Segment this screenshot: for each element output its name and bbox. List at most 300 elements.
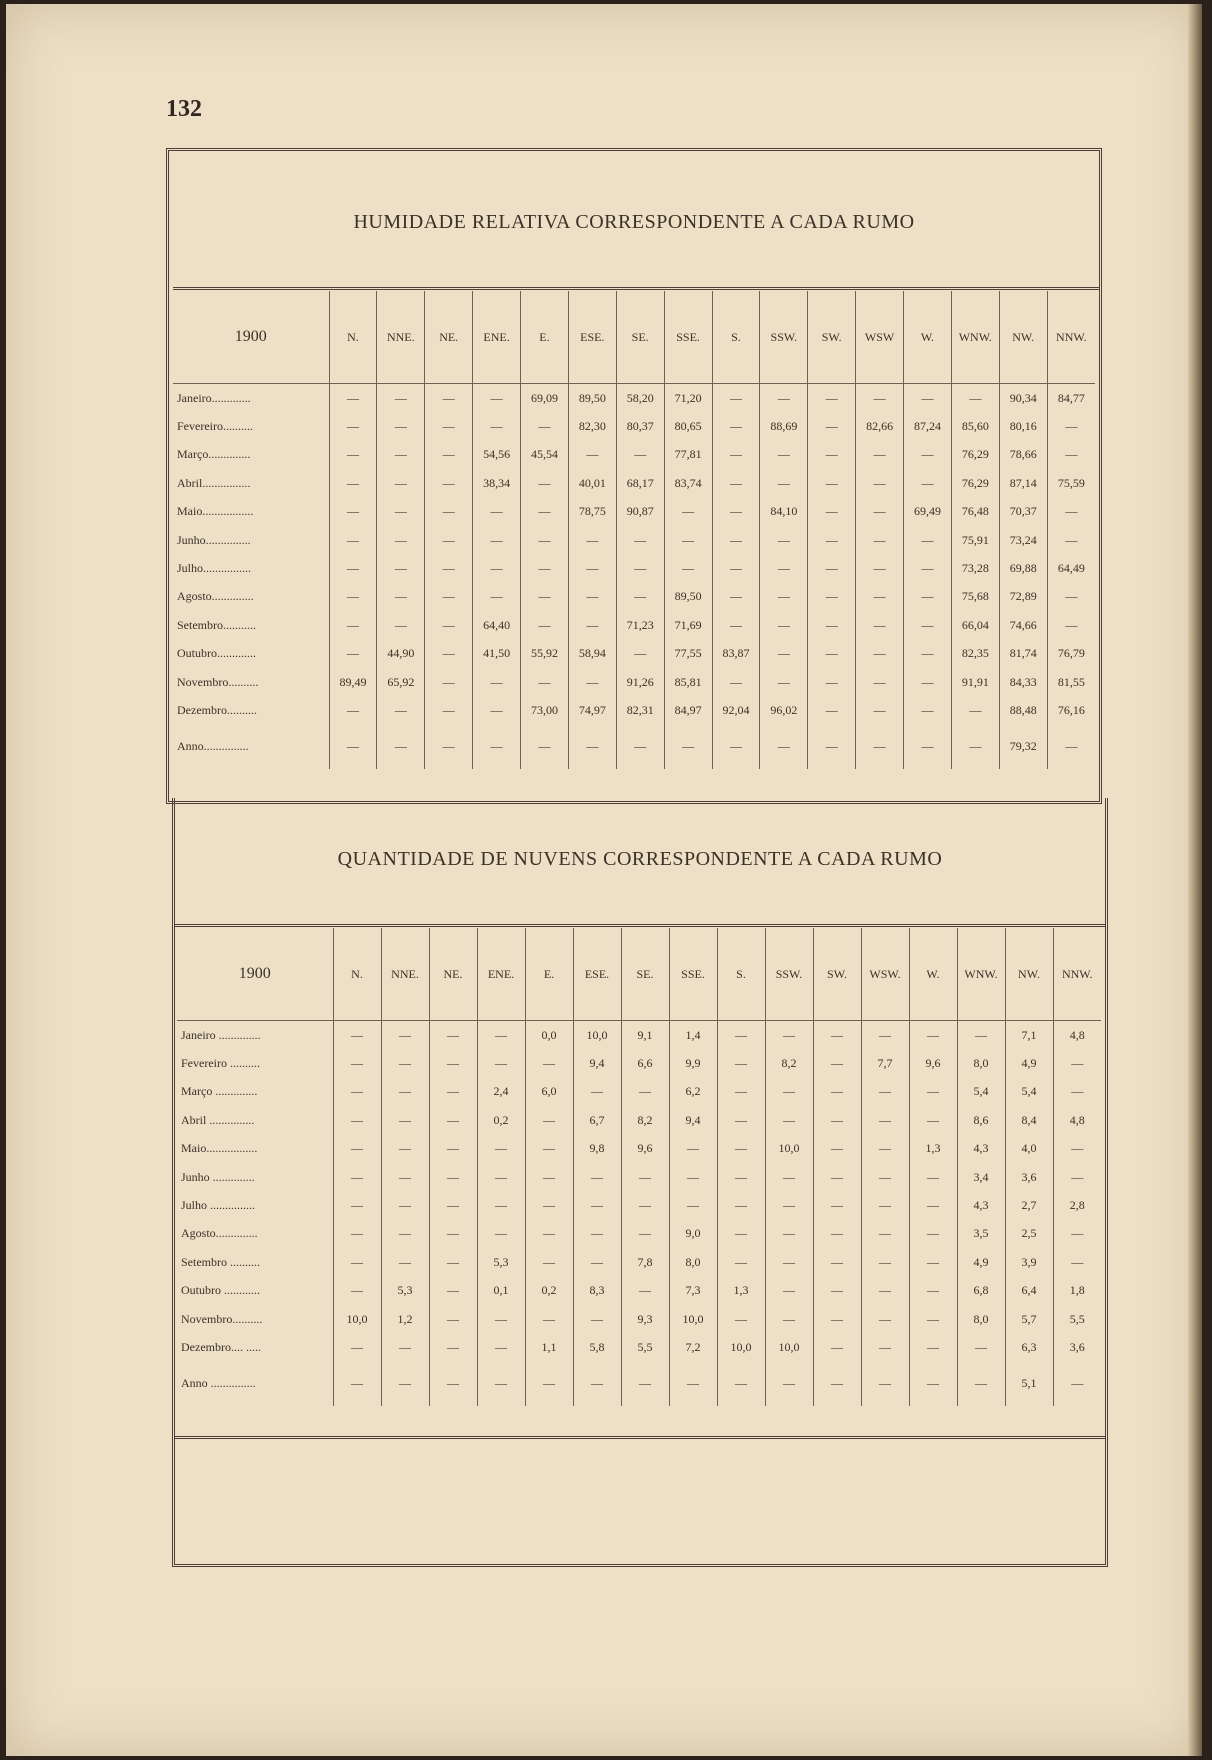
table-cell: 6,7 — [573, 1106, 621, 1134]
table-cell: 1,4 — [669, 1021, 717, 1050]
year-header: 1900 — [173, 291, 329, 384]
table-cell: 10,0 — [765, 1333, 813, 1361]
table-cell: 10,0 — [333, 1305, 381, 1333]
column-header: NNE. — [381, 928, 429, 1021]
table-row — [173, 412, 1095, 440]
table-cell: — — [904, 611, 952, 639]
table-cell: 5,7 — [1005, 1305, 1053, 1333]
row-label: Junho............... — [177, 532, 251, 547]
table-cell: 9,4 — [573, 1049, 621, 1077]
table-cell: — — [329, 469, 377, 497]
table-cell: 10,0 — [669, 1305, 717, 1333]
table-cell: — — [429, 1078, 477, 1106]
table-cell: — — [381, 1106, 429, 1134]
table-cell: — — [904, 668, 952, 696]
table-cell: 73,28 — [951, 554, 999, 582]
table-cell: — — [909, 1106, 957, 1134]
table-cell: — — [425, 526, 473, 554]
table-cell: — — [909, 1220, 957, 1248]
table-cell: — — [377, 412, 425, 440]
table-cell: — — [861, 1021, 909, 1050]
table-row — [177, 1021, 1101, 1050]
table-cell: — — [808, 725, 856, 769]
row-label: Dezembro.... ..... — [181, 1339, 261, 1354]
table-cell: — — [904, 640, 952, 668]
table-cell: — — [717, 1163, 765, 1191]
table-cell: — — [813, 1021, 861, 1050]
table-cell: — — [669, 1135, 717, 1163]
table-cell: — — [813, 1049, 861, 1077]
table-cell: 72,89 — [999, 583, 1047, 611]
table-cell: — — [477, 1163, 525, 1191]
table-cell: 91,26 — [616, 668, 664, 696]
table-cell: — — [521, 412, 569, 440]
table-cell: — — [909, 1078, 957, 1106]
table-cell: 84,33 — [999, 668, 1047, 696]
table-cell: 76,48 — [951, 498, 999, 526]
table-cell: — — [760, 725, 808, 769]
table-cell: — — [429, 1135, 477, 1163]
table-cell: — — [856, 384, 904, 413]
table-cell: — — [1053, 1135, 1101, 1163]
table-cell: — — [425, 498, 473, 526]
column-header: SSE. — [669, 928, 717, 1021]
table-cell: 7,2 — [669, 1333, 717, 1361]
table-cell: — — [333, 1191, 381, 1219]
table-cell: — — [712, 583, 760, 611]
table-cell: 65,92 — [377, 668, 425, 696]
table-cell: 78,66 — [999, 441, 1047, 469]
table-cell: — — [813, 1163, 861, 1191]
table-cell: — — [381, 1078, 429, 1106]
table-cell: — — [808, 526, 856, 554]
table-cell: — — [712, 725, 760, 769]
table-cell: — — [329, 498, 377, 526]
row-label: Anno............... — [177, 739, 249, 754]
column-header: NNE. — [377, 291, 425, 384]
table-cell: — — [909, 1362, 957, 1406]
table-cell: — — [808, 611, 856, 639]
table-row — [173, 554, 1095, 582]
table-cell: — — [765, 1248, 813, 1276]
table-cell: 91,91 — [951, 668, 999, 696]
table-cell: — — [568, 526, 616, 554]
table-cell: — — [664, 526, 712, 554]
table-cell: — — [760, 441, 808, 469]
table-cell: — — [856, 611, 904, 639]
table-cell: — — [861, 1362, 909, 1406]
table-cell: 9,8 — [573, 1135, 621, 1163]
column-header: NW. — [1005, 928, 1053, 1021]
row-label: Dezembro.......... — [177, 702, 257, 717]
table-cell: 7,1 — [1005, 1021, 1053, 1050]
table-cell: 1,1 — [525, 1333, 573, 1361]
table-cell: — — [377, 469, 425, 497]
table-cell: 9,0 — [669, 1220, 717, 1248]
table-cell: 76,16 — [1047, 696, 1095, 724]
table-cell: — — [525, 1220, 573, 1248]
table-cell: — — [429, 1248, 477, 1276]
table-cell: 4,9 — [957, 1248, 1005, 1276]
table-cell: — — [568, 725, 616, 769]
table-cell: 64,40 — [473, 611, 521, 639]
table-cell: — — [425, 640, 473, 668]
table-cell: — — [813, 1305, 861, 1333]
table-cell: — — [525, 1163, 573, 1191]
table-cell: 41,50 — [473, 640, 521, 668]
table-cell: — — [712, 384, 760, 413]
table-cell: 2,5 — [1005, 1220, 1053, 1248]
table-cell: — — [861, 1277, 909, 1305]
table-cell: — — [856, 498, 904, 526]
table-cell: 8,3 — [573, 1277, 621, 1305]
table-cell: — — [1053, 1362, 1101, 1406]
table-cell: 80,16 — [999, 412, 1047, 440]
table-cell: 74,66 — [999, 611, 1047, 639]
table-cell: — — [861, 1135, 909, 1163]
table-cell: — — [856, 469, 904, 497]
humidity-title-rule — [173, 287, 1099, 290]
table-cell: — — [381, 1135, 429, 1163]
table-cell: — — [712, 554, 760, 582]
table-row — [173, 583, 1095, 611]
table-cell: 85,81 — [664, 668, 712, 696]
table-cell: — — [525, 1049, 573, 1077]
table-cell: 3,4 — [957, 1163, 1005, 1191]
table-cell: 74,97 — [568, 696, 616, 724]
clouds-title: QUANTIDADE DE NUVENS CORRESPONDENTE A CADA RUMO — [337, 848, 943, 870]
table-cell: — — [951, 696, 999, 724]
table-cell: 83,74 — [664, 469, 712, 497]
table-cell: — — [381, 1248, 429, 1276]
table-cell: 6,6 — [621, 1049, 669, 1077]
table-row — [173, 668, 1095, 696]
table-cell: — — [904, 384, 952, 413]
column-header: SW. — [813, 928, 861, 1021]
row-label: Agosto.............. — [181, 1226, 258, 1241]
table-cell: — — [909, 1277, 957, 1305]
table-cell: — — [1047, 611, 1095, 639]
table-cell: — — [765, 1191, 813, 1219]
column-header: WSW. — [861, 928, 909, 1021]
table-cell: — — [621, 1277, 669, 1305]
table-cell: — — [521, 611, 569, 639]
table-cell: 7,7 — [861, 1049, 909, 1077]
table-cell: — — [1053, 1248, 1101, 1276]
table-cell: 5,1 — [1005, 1362, 1053, 1406]
humidity-table-frame — [166, 148, 1102, 804]
table-cell: 0,2 — [477, 1106, 525, 1134]
table-cell: — — [477, 1191, 525, 1219]
row-label: Março .............. — [181, 1084, 258, 1099]
table-cell: — — [760, 469, 808, 497]
table-cell: 82,30 — [568, 412, 616, 440]
table-cell: — — [717, 1220, 765, 1248]
table-cell: — — [856, 441, 904, 469]
table-cell: 64,49 — [1047, 554, 1095, 582]
table-cell: — — [329, 611, 377, 639]
table-cell: 8,0 — [669, 1248, 717, 1276]
table-cell: 8,0 — [957, 1049, 1005, 1077]
table-cell: 5,3 — [381, 1277, 429, 1305]
table-cell: — — [856, 640, 904, 668]
table-cell: — — [425, 611, 473, 639]
table-cell: — — [957, 1362, 1005, 1406]
table-cell: 70,37 — [999, 498, 1047, 526]
column-header: NE. — [429, 928, 477, 1021]
table-cell: — — [525, 1362, 573, 1406]
column-header: N. — [333, 928, 381, 1021]
table-row — [173, 469, 1095, 497]
table-cell: — — [525, 1305, 573, 1333]
table-cell: — — [909, 1163, 957, 1191]
table-cell: 9,6 — [909, 1049, 957, 1077]
table-cell: — — [473, 583, 521, 611]
table-cell: 3,6 — [1053, 1333, 1101, 1361]
column-header: NW. — [999, 291, 1047, 384]
table-cell: — — [712, 441, 760, 469]
table-cell: — — [429, 1305, 477, 1333]
table-cell: 4,0 — [1005, 1135, 1053, 1163]
table-cell: — — [717, 1049, 765, 1077]
table-cell: 80,37 — [616, 412, 664, 440]
table-cell: 9,4 — [669, 1106, 717, 1134]
table-cell: 76,79 — [1047, 640, 1095, 668]
column-header: ENE. — [477, 928, 525, 1021]
row-label: Maio................. — [181, 1141, 258, 1156]
column-header: E. — [525, 928, 573, 1021]
table-cell: — — [904, 583, 952, 611]
table-cell: — — [1053, 1220, 1101, 1248]
table-cell: 1,8 — [1053, 1277, 1101, 1305]
table-cell: — — [712, 412, 760, 440]
table-cell: 5,5 — [621, 1333, 669, 1361]
column-header: WNW. — [957, 928, 1005, 1021]
table-row — [173, 384, 1095, 413]
table-cell: 1,3 — [909, 1135, 957, 1163]
table-cell: 8,6 — [957, 1106, 1005, 1134]
table-cell: — — [717, 1135, 765, 1163]
table-cell: 5,3 — [477, 1248, 525, 1276]
table-cell: — — [957, 1021, 1005, 1050]
humidity-table — [173, 291, 1095, 769]
table-cell: — — [904, 554, 952, 582]
annual-row — [173, 725, 1095, 769]
table-cell: — — [808, 384, 856, 413]
table-cell: — — [616, 640, 664, 668]
column-header: ESE. — [573, 928, 621, 1021]
table-cell: — — [521, 469, 569, 497]
table-cell: 4,3 — [957, 1191, 1005, 1219]
table-cell: 2,8 — [1053, 1191, 1101, 1219]
table-cell: — — [813, 1362, 861, 1406]
table-cell: — — [856, 583, 904, 611]
table-row — [173, 498, 1095, 526]
table-cell: — — [525, 1248, 573, 1276]
table-cell: — — [521, 554, 569, 582]
table-cell: — — [333, 1049, 381, 1077]
table-cell: — — [477, 1305, 525, 1333]
table-cell: 5,4 — [957, 1078, 1005, 1106]
table-cell: — — [381, 1191, 429, 1219]
column-header: W. — [909, 928, 957, 1021]
row-label: Janeiro .............. — [181, 1027, 261, 1042]
table-cell: — — [808, 498, 856, 526]
table-cell: — — [808, 469, 856, 497]
table-cell: 3,9 — [1005, 1248, 1053, 1276]
row-label: Setembro........... — [177, 617, 256, 632]
table-cell: 73,24 — [999, 526, 1047, 554]
table-cell: — — [477, 1220, 525, 1248]
table-cell: — — [1047, 583, 1095, 611]
table-cell: — — [473, 526, 521, 554]
table-cell: 89,49 — [329, 668, 377, 696]
table-cell: 76,29 — [951, 441, 999, 469]
table-cell: — — [425, 696, 473, 724]
table-cell: 6,0 — [525, 1078, 573, 1106]
table-cell: — — [664, 725, 712, 769]
table-cell: — — [760, 668, 808, 696]
table-cell: — — [909, 1191, 957, 1219]
table-cell: 3,6 — [1005, 1163, 1053, 1191]
table-cell: 85,60 — [951, 412, 999, 440]
table-cell: 5,5 — [1053, 1305, 1101, 1333]
table-cell: — — [377, 384, 425, 413]
table-cell: 71,23 — [616, 611, 664, 639]
clouds-title-rule — [175, 924, 1105, 927]
table-cell: — — [381, 1333, 429, 1361]
table-cell: 1,3 — [717, 1277, 765, 1305]
column-header: N. — [329, 291, 377, 384]
table-cell: 82,66 — [856, 412, 904, 440]
table-cell: 6,2 — [669, 1078, 717, 1106]
table-cell: — — [765, 1362, 813, 1406]
table-cell: — — [429, 1362, 477, 1406]
table-cell: — — [381, 1362, 429, 1406]
table-cell: — — [813, 1277, 861, 1305]
table-cell: — — [329, 384, 377, 413]
table-cell: 7,8 — [621, 1248, 669, 1276]
table-cell: — — [951, 384, 999, 413]
table-cell: 88,69 — [760, 412, 808, 440]
table-cell: 87,24 — [904, 412, 952, 440]
table-cell: — — [473, 554, 521, 582]
column-header: SSW. — [760, 291, 808, 384]
table-cell: — — [429, 1277, 477, 1305]
table-cell: — — [760, 640, 808, 668]
table-cell: 0,1 — [477, 1277, 525, 1305]
table-cell: — — [525, 1106, 573, 1134]
table-cell: — — [425, 668, 473, 696]
table-cell: 80,65 — [664, 412, 712, 440]
table-cell: — — [765, 1220, 813, 1248]
table-cell: — — [957, 1333, 1005, 1361]
table-cell: — — [429, 1106, 477, 1134]
table-cell: — — [621, 1191, 669, 1219]
table-cell: — — [568, 554, 616, 582]
table-cell: — — [760, 554, 808, 582]
table-cell: — — [377, 554, 425, 582]
table-cell: 3,5 — [957, 1220, 1005, 1248]
table-cell: 9,9 — [669, 1049, 717, 1077]
table-cell: 8,4 — [1005, 1106, 1053, 1134]
table-cell: 10,0 — [717, 1333, 765, 1361]
table-cell: — — [381, 1163, 429, 1191]
table-cell: 69,09 — [521, 384, 569, 413]
table-cell: — — [856, 526, 904, 554]
table-cell: 89,50 — [664, 583, 712, 611]
table-cell: 6,8 — [957, 1277, 1005, 1305]
table-cell: 66,04 — [951, 611, 999, 639]
table-row — [177, 1333, 1101, 1361]
table-cell: — — [473, 725, 521, 769]
table-row — [177, 1277, 1101, 1305]
table-cell: 77,81 — [664, 441, 712, 469]
table-row — [173, 696, 1095, 724]
row-label: Outubro ............ — [181, 1283, 260, 1298]
table-cell: — — [333, 1362, 381, 1406]
table-cell: 89,50 — [568, 384, 616, 413]
table-cell: — — [329, 583, 377, 611]
row-label: Outubro............. — [177, 646, 256, 661]
table-cell: — — [813, 1248, 861, 1276]
table-cell: — — [429, 1049, 477, 1077]
table-cell: — — [856, 725, 904, 769]
table-cell: — — [329, 554, 377, 582]
table-cell: 90,34 — [999, 384, 1047, 413]
table-cell: — — [377, 725, 425, 769]
table-cell: 77,55 — [664, 640, 712, 668]
table-cell: — — [425, 583, 473, 611]
table-cell: — — [473, 668, 521, 696]
table-cell: — — [1053, 1163, 1101, 1191]
table-cell: 90,87 — [616, 498, 664, 526]
table-cell: 8,2 — [765, 1049, 813, 1077]
table-cell: — — [473, 384, 521, 413]
table-cell: 84,97 — [664, 696, 712, 724]
table-cell: — — [568, 611, 616, 639]
table-cell: 0,0 — [525, 1021, 573, 1050]
table-cell: 38,34 — [473, 469, 521, 497]
table-row — [177, 1305, 1101, 1333]
table-cell: — — [856, 696, 904, 724]
table-cell: — — [473, 696, 521, 724]
table-cell: — — [813, 1220, 861, 1248]
column-header: NNW. — [1047, 291, 1095, 384]
table-cell: 96,02 — [760, 696, 808, 724]
table-cell: — — [425, 554, 473, 582]
table-cell: — — [616, 526, 664, 554]
table-cell: — — [333, 1277, 381, 1305]
table-cell: — — [760, 583, 808, 611]
row-label: Setembro .......... — [181, 1254, 260, 1269]
table-cell: — — [1047, 526, 1095, 554]
table-cell: — — [333, 1021, 381, 1050]
table-cell: — — [333, 1106, 381, 1134]
table-cell: — — [616, 583, 664, 611]
table-cell: 84,77 — [1047, 384, 1095, 413]
table-cell: 10,0 — [573, 1021, 621, 1050]
table-cell: — — [1047, 725, 1095, 769]
table-cell: — — [473, 498, 521, 526]
table-cell: — — [717, 1305, 765, 1333]
table-cell: 81,55 — [1047, 668, 1095, 696]
table-cell: — — [669, 1163, 717, 1191]
table-cell: 71,20 — [664, 384, 712, 413]
column-header: SE. — [621, 928, 669, 1021]
column-header: SSW. — [765, 928, 813, 1021]
humidity-title: HUMIDADE RELATIVA CORRESPONDENTE A CADA RUMO — [353, 211, 915, 233]
